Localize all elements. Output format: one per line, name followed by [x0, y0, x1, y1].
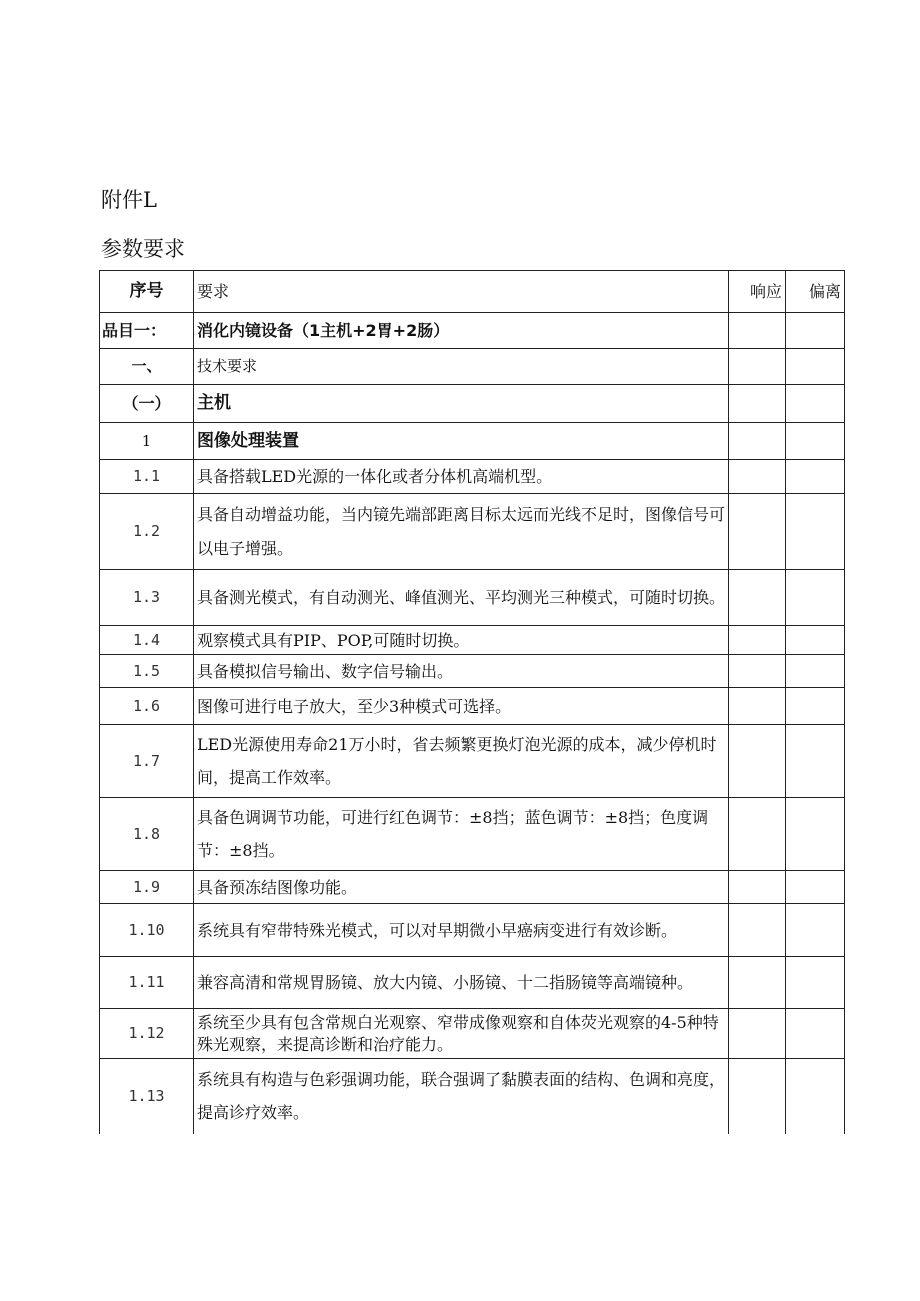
- row-text: 消化内镜设备（1主机+2胃+2肠）: [194, 313, 729, 349]
- header-deviation: 偏离: [786, 271, 845, 313]
- table-row: [100, 1059, 845, 1134]
- deviation-cell[interactable]: [786, 349, 845, 385]
- row-text: 系统具有窄带特殊光模式，可以对早期微小早癌病变进行有效诊断。: [194, 904, 729, 957]
- table-row: [100, 423, 845, 460]
- row-text: 观察模式具有PIP、POP,可随时切换。: [194, 626, 729, 655]
- header-requirement: 要求: [194, 271, 729, 313]
- deviation-cell[interactable]: [786, 871, 845, 904]
- row-text: 系统至少具有包含常规白光观察、窄带成像观察和自体荧光观察的4-5种特殊光观察，来提高诊断和治疗能力。: [194, 1009, 729, 1059]
- row-no: 1.6: [100, 688, 194, 725]
- deviation-cell[interactable]: [786, 1009, 845, 1059]
- row-text: 具备搭载LED光源的一体化或者分体机高端机型。: [194, 460, 729, 494]
- page-subtitle: 参数要求: [101, 237, 185, 261]
- response-cell[interactable]: [729, 1059, 786, 1134]
- response-cell[interactable]: [729, 570, 786, 626]
- response-cell[interactable]: [729, 385, 786, 423]
- table-row: [100, 798, 845, 871]
- table-row: [100, 570, 845, 626]
- table-row: [100, 626, 845, 655]
- table-row: [100, 385, 845, 423]
- row-no: 1.10: [100, 904, 194, 957]
- row-text: 主机: [194, 385, 729, 423]
- row-no: 1.12: [100, 1009, 194, 1059]
- table-row: [100, 957, 845, 1009]
- row-text: 具备自动增益功能，当内镜先端部距离目标太远而光线不足时，图像信号可以电子增强。: [194, 494, 729, 570]
- deviation-cell[interactable]: [786, 725, 845, 798]
- table-row: [100, 460, 845, 494]
- response-cell[interactable]: [729, 494, 786, 570]
- deviation-cell[interactable]: [786, 904, 845, 957]
- response-cell[interactable]: [729, 313, 786, 349]
- header-no: 序号: [100, 271, 194, 313]
- requirements-table: [99, 270, 845, 1134]
- deviation-cell[interactable]: [786, 957, 845, 1009]
- table-row: [100, 313, 845, 349]
- row-text: 具备测光模式，有自动测光、峰值测光、平均测光三种模式，可随时切换。: [194, 570, 729, 626]
- row-no: 1.3: [100, 570, 194, 626]
- deviation-cell[interactable]: [786, 423, 845, 460]
- row-text: 具备预冻结图像功能。: [194, 871, 729, 904]
- row-text: 图像处理装置: [194, 423, 729, 460]
- response-cell[interactable]: [729, 725, 786, 798]
- row-no: （一）: [100, 385, 194, 423]
- deviation-cell[interactable]: [786, 798, 845, 871]
- row-text: 兼容高清和常规胃肠镜、放大内镜、小肠镜、十二指肠镜等高端镜种。: [194, 957, 729, 1009]
- row-no: 1.8: [100, 798, 194, 871]
- row-no: 1: [100, 423, 194, 460]
- response-cell[interactable]: [729, 655, 786, 688]
- response-cell[interactable]: [729, 1009, 786, 1059]
- deviation-cell[interactable]: [786, 460, 845, 494]
- table-row: [100, 349, 845, 385]
- row-no: 1.9: [100, 871, 194, 904]
- deviation-cell[interactable]: [786, 494, 845, 570]
- deviation-cell[interactable]: [786, 313, 845, 349]
- response-cell[interactable]: [729, 871, 786, 904]
- table-header-row: [100, 271, 845, 313]
- deviation-cell[interactable]: [786, 385, 845, 423]
- row-text: 图像可进行电子放大，至少3种模式可选择。: [194, 688, 729, 725]
- response-cell[interactable]: [729, 688, 786, 725]
- attachment-label: 附件L: [101, 188, 157, 212]
- response-cell[interactable]: [729, 460, 786, 494]
- deviation-cell[interactable]: [786, 688, 845, 725]
- table-row: [100, 494, 845, 570]
- response-cell[interactable]: [729, 957, 786, 1009]
- row-no: 1.2: [100, 494, 194, 570]
- row-no: 1.7: [100, 725, 194, 798]
- deviation-cell[interactable]: [786, 655, 845, 688]
- row-no: 一、: [100, 349, 194, 385]
- table-row: [100, 655, 845, 688]
- row-text: 技术要求: [194, 349, 729, 385]
- row-text: 具备模拟信号输出、数字信号输出。: [194, 655, 729, 688]
- response-cell[interactable]: [729, 798, 786, 871]
- deviation-cell[interactable]: [786, 1059, 845, 1134]
- row-no: 1.11: [100, 957, 194, 1009]
- row-text: 系统具有构造与色彩强调功能，联合强调了黏膜表面的结构、色调和亮度，提高诊疗效率。: [194, 1059, 729, 1134]
- table-row: [100, 871, 845, 904]
- row-text: 具备色调调节功能，可进行红色调节：±8挡；蓝色调节：±8挡；色度调节：±8挡。: [194, 798, 729, 871]
- deviation-cell[interactable]: [786, 626, 845, 655]
- table-row: [100, 904, 845, 957]
- response-cell[interactable]: [729, 626, 786, 655]
- response-cell[interactable]: [729, 423, 786, 460]
- response-cell[interactable]: [729, 904, 786, 957]
- table-row: [100, 725, 845, 798]
- row-no: 1.4: [100, 626, 194, 655]
- row-text: LED光源使用寿命21万小时，省去频繁更换灯泡光源的成本，减少停机时间，提高工作效率。: [194, 725, 729, 798]
- table-row: [100, 1009, 845, 1059]
- table-row: [100, 688, 845, 725]
- row-no: 品目一：: [100, 313, 194, 349]
- header-response: 响应: [729, 271, 786, 313]
- row-no: 1.5: [100, 655, 194, 688]
- row-no: 1.1: [100, 460, 194, 494]
- deviation-cell[interactable]: [786, 570, 845, 626]
- row-no: 1.13: [100, 1059, 194, 1134]
- response-cell[interactable]: [729, 349, 786, 385]
